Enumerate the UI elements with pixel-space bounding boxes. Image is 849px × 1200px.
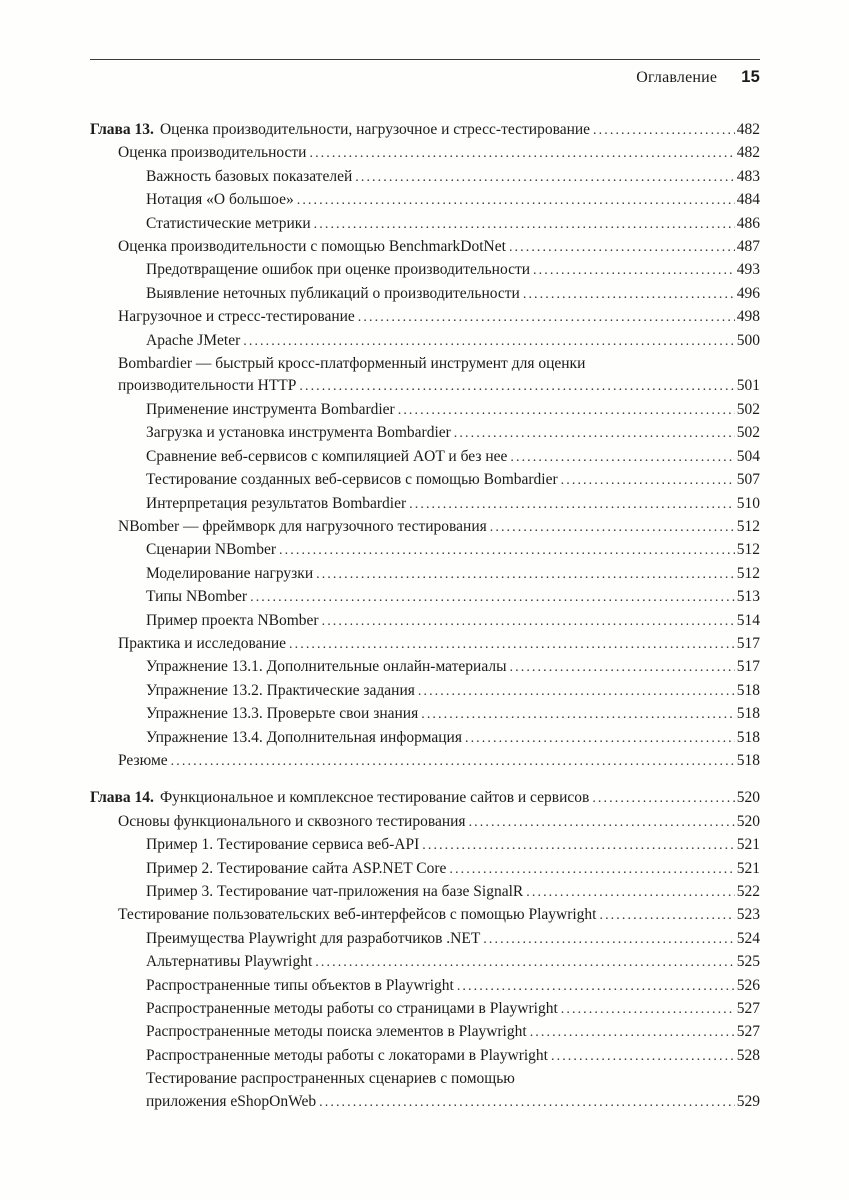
toc-entry <box>90 306 760 329</box>
toc-entry-title: Загрузка и установка инструмента Bombardier <box>146 424 451 442</box>
toc-entry-page-number: 484 <box>736 191 760 209</box>
leader-dots <box>465 727 735 750</box>
toc-entry-title: Распространенные методы работы со страницами в Playwright <box>146 1000 558 1018</box>
leader-dots <box>422 834 735 857</box>
header-rule <box>90 59 760 60</box>
toc-entry-title: Оценка производительности, нагрузочное и стресс-тестирование <box>159 121 591 138</box>
toc-entry <box>90 142 760 165</box>
toc-entry-title: Типы NBomber <box>146 588 248 606</box>
leader-dots <box>171 750 735 773</box>
toc-entry <box>90 1068 760 1090</box>
toc-entry-page-number: 496 <box>736 284 760 302</box>
leader-dots <box>469 811 735 834</box>
toc-entry <box>90 998 760 1021</box>
toc-entry-title: Упражнение 13.4. Дополнительная информация <box>146 728 462 746</box>
toc-entry-title: Упражнение 13.3. Проверьте свои знания <box>146 705 419 723</box>
leader-dots <box>454 422 735 445</box>
leader-dots <box>510 656 735 679</box>
toc-entry-page-number: 514 <box>736 611 760 629</box>
toc-entry-page-number: 512 <box>736 517 760 535</box>
toc-entry-page-number: 512 <box>736 541 760 559</box>
leader-dots <box>483 928 734 951</box>
chapter-number-prefix: Глава 14. <box>90 789 154 807</box>
leader-dots <box>449 858 734 881</box>
chapter-number-prefix: Глава 13. <box>90 121 154 138</box>
toc-entry <box>90 283 760 306</box>
toc-entry <box>90 727 760 750</box>
toc-entry <box>90 586 760 609</box>
toc-entry-title: Интерпретация результатов Bombardier <box>146 494 407 512</box>
toc-entry-title: Распространенные методы поиска элементов в Playwright <box>146 1023 527 1041</box>
toc-entry-page-number: 520 <box>736 789 760 807</box>
leader-dots <box>409 493 735 516</box>
toc-entry-page-number: 524 <box>736 929 760 947</box>
toc-entry-title: Распространенные типы объектов в Playwright <box>146 976 454 994</box>
toc-entry <box>90 1091 760 1114</box>
toc-entry-page-number: 500 <box>736 331 760 349</box>
toc-entry-title: Основы функционального и сквозного тестирования <box>118 812 466 830</box>
toc-entry-title: Тестирование созданных веб-сервисов с помощью Bombardier <box>146 471 558 489</box>
toc-entry <box>90 213 760 236</box>
toc-entry-page-number: 527 <box>736 1023 760 1041</box>
toc-entry-title: Пример 2. Тестирование сайта ASP.NET Core <box>146 859 447 877</box>
leader-dots <box>530 1021 735 1044</box>
toc-entry-title: Сценарии NBomber <box>146 541 277 559</box>
toc-entry-title: Пример 1. Тестирование сервиса веб-API <box>146 836 420 854</box>
toc-entry-page-number: 502 <box>736 400 760 418</box>
toc-entry <box>90 375 760 398</box>
toc-entry-page-number: 510 <box>736 494 760 512</box>
leader-dots <box>490 516 735 539</box>
toc-entry <box>90 189 760 212</box>
toc-entry-page-number: 521 <box>736 836 760 854</box>
leader-dots <box>509 236 735 259</box>
toc-entry <box>90 610 760 633</box>
toc-entry <box>90 975 760 998</box>
leader-dots <box>510 446 734 469</box>
leader-dots <box>398 399 735 422</box>
toc-entry-page-number: 520 <box>736 812 760 830</box>
toc-entry-title: Применение инструмента Bombardier <box>146 400 395 418</box>
toc-entry-title: Альтернативы Playwright <box>146 953 313 971</box>
toc-entry-title: Оценка производительности <box>118 144 307 162</box>
toc-entry <box>90 259 760 282</box>
toc-entry <box>90 881 760 904</box>
toc-entry-title: Упражнение 13.2. Практические задания <box>146 681 415 699</box>
toc-entry-title: производительности HTTP <box>118 377 297 395</box>
toc-entry <box>90 1021 760 1044</box>
toc-entry <box>90 539 760 562</box>
toc-entry-title: Выявление неточных публикаций о производительности <box>146 284 520 302</box>
page-content <box>90 0 760 1114</box>
leader-dots <box>526 881 734 904</box>
leader-dots <box>355 166 735 189</box>
toc-entry-title: Пример проекта NBomber <box>146 611 319 629</box>
toc-entry-page-number: 528 <box>736 1046 760 1064</box>
leader-dots <box>421 703 735 726</box>
leader-dots <box>289 633 735 656</box>
toc-entry-page-number: 518 <box>736 728 760 746</box>
leader-dots <box>599 904 734 927</box>
toc-entry-page-number: 482 <box>736 144 760 162</box>
leader-dots <box>299 375 734 398</box>
running-header-title: Оглавление <box>636 69 718 86</box>
toc-entry-title: Сравнение веб-сервисов с компиляцией AOT и без нее <box>146 447 508 465</box>
toc-entry <box>90 399 760 422</box>
toc-entry-page-number: 507 <box>736 471 760 489</box>
toc-chapter-entry <box>90 119 760 142</box>
leader-dots <box>523 283 735 306</box>
leader-dots <box>297 189 735 212</box>
toc-entry <box>90 680 760 703</box>
toc-entry-title: Тестирование распространенных сценариев с помощью <box>146 1070 515 1088</box>
toc-entry-page-number: 501 <box>736 377 760 395</box>
toc-entry <box>90 516 760 539</box>
toc-entry-title: Резюме <box>118 751 168 769</box>
toc-entry-page-number: 526 <box>736 976 760 994</box>
toc-entry <box>90 750 760 773</box>
toc-entry-title: Оценка производительности с помощью BenchmarkDotNet <box>118 238 506 256</box>
toc-entry <box>90 703 760 726</box>
toc-entry <box>90 928 760 951</box>
toc-list <box>90 119 760 1114</box>
toc-entry-title: Преимущества Playwright для разработчиков .NET <box>146 929 481 947</box>
toc-entry <box>90 330 760 353</box>
toc-entry <box>90 858 760 881</box>
toc-chapter-entry <box>90 787 760 810</box>
toc-entry-page-number: 502 <box>736 424 760 442</box>
toc-entry-title: Важность базовых показателей <box>146 167 353 185</box>
toc-entry <box>90 633 760 656</box>
toc-entry <box>90 446 760 469</box>
toc-entry <box>90 563 760 586</box>
leader-dots <box>322 610 735 633</box>
running-header <box>90 68 760 87</box>
leader-dots <box>316 563 735 586</box>
toc-entry <box>90 656 760 679</box>
toc-entry <box>90 834 760 857</box>
toc-entry-page-number: 518 <box>736 751 760 769</box>
toc-entry-title: NBomber — фреймворк для нагрузочного тестирования <box>118 517 487 535</box>
toc-entry-page-number: 521 <box>736 859 760 877</box>
toc-entry-page-number: 523 <box>736 906 760 924</box>
leader-dots <box>250 586 735 609</box>
leader-dots <box>593 119 735 142</box>
leader-dots <box>315 951 734 974</box>
toc-entry-page-number: 512 <box>736 564 760 582</box>
toc-entry-title: Тестирование пользовательских веб-интерфейсов с помощью Playwright <box>118 906 597 924</box>
running-header-page-number: 15 <box>741 68 760 86</box>
toc-entry-page-number: 493 <box>736 261 760 279</box>
leader-dots <box>319 1091 735 1114</box>
leader-dots <box>309 142 734 165</box>
toc-entry <box>90 422 760 445</box>
leader-dots <box>561 469 735 492</box>
toc-entry-page-number: 486 <box>736 214 760 232</box>
leader-dots <box>279 539 735 562</box>
toc-entry-page-number: 487 <box>736 238 760 256</box>
toc-entry-title: Apache JMeter <box>146 331 241 349</box>
toc-entry <box>90 469 760 492</box>
leader-dots <box>358 306 735 329</box>
toc-entry-title: Предотвращение ошибок при оценке производительности <box>146 261 531 279</box>
toc-entry-title: приложения eShopOnWeb <box>146 1092 317 1110</box>
toc-entry <box>90 904 760 927</box>
leader-dots <box>314 213 735 236</box>
toc-entry <box>90 1045 760 1068</box>
leader-dots <box>418 680 735 703</box>
toc-entry-title: Нагрузочное и стресс-тестирование <box>118 308 355 326</box>
toc-entry <box>90 951 760 974</box>
toc-entry <box>90 236 760 259</box>
toc-entry <box>90 811 760 834</box>
toc-entry <box>90 166 760 189</box>
toc-entry-title: Распространенные методы работы с локаторами в Playwright <box>146 1046 548 1064</box>
toc-entry-title: Функциональное и комплексное тестирование сайтов и сервисов <box>159 789 590 807</box>
toc-entry-title: Пример 3. Тестирование чат-приложения на базе SignalR <box>146 883 524 900</box>
toc-entry-title: Bombardier — быстрый кросс-платформенный инструмент для оценки <box>118 355 586 373</box>
toc-entry-page-number: 529 <box>736 1092 760 1110</box>
toc-entry-page-number: 482 <box>736 121 760 138</box>
toc-entry-title: Практика и исследование <box>118 634 287 652</box>
toc-entry-page-number: 483 <box>736 167 760 185</box>
toc-entry-page-number: 498 <box>736 308 760 326</box>
leader-dots <box>243 330 735 353</box>
toc-entry-page-number: 517 <box>736 658 760 676</box>
toc-entry-title: Упражнение 13.1. Дополнительные онлайн-материалы <box>146 658 507 676</box>
leader-dots <box>533 259 735 282</box>
leader-dots <box>457 975 735 998</box>
toc-entry-page-number: 518 <box>736 705 760 723</box>
leader-dots <box>551 1045 735 1068</box>
leader-dots <box>561 998 735 1021</box>
toc-entry-page-number: 513 <box>736 588 760 606</box>
toc-entry <box>90 493 760 516</box>
leader-dots <box>592 787 734 810</box>
toc-entry-title: Нотация «О большое» <box>146 191 294 209</box>
toc-entry-page-number: 518 <box>736 681 760 699</box>
toc-entry-page-number: 525 <box>736 953 760 971</box>
toc-entry-title: Статистические метрики <box>146 214 311 232</box>
toc-entry <box>90 353 760 375</box>
toc-entry-page-number: 517 <box>736 634 760 652</box>
toc-entry-page-number: 504 <box>736 447 760 465</box>
toc-entry-page-number: 522 <box>736 883 760 900</box>
toc-entry-title: Моделирование нагрузки <box>146 564 314 582</box>
toc-entry-page-number: 527 <box>736 1000 760 1018</box>
